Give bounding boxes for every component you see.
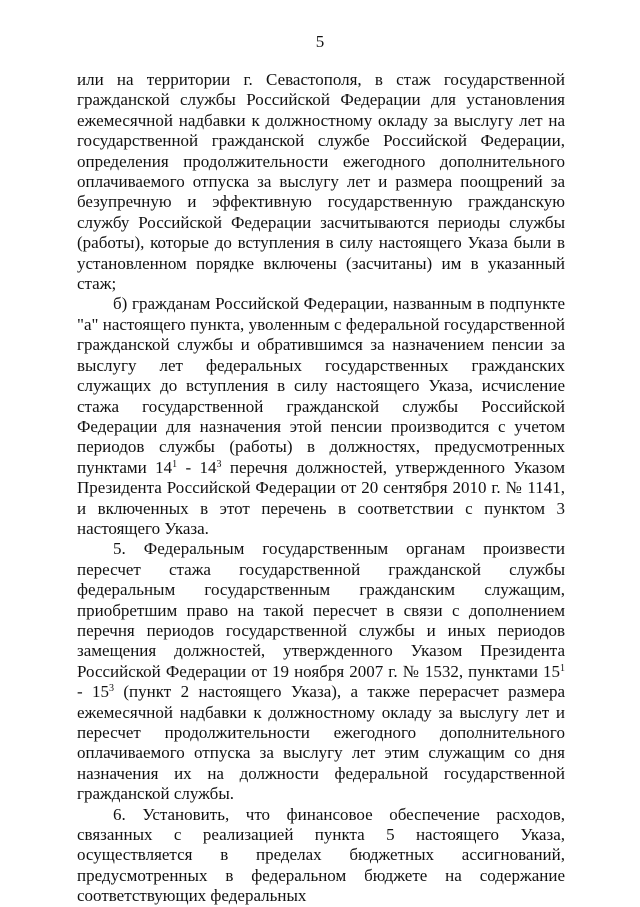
paragraph-text: - 14 (177, 457, 217, 477)
superscript: 3 (216, 458, 222, 470)
superscript: 1 (560, 662, 565, 674)
paragraph-text: 5. Федеральным государственным органам произвести пересчет стажа государственной гражданской службы федеральным государственным гражданским служащим, приобретшим право на такой пересчет в связи с дополнением перечня периодов государственной службы и иных периодов замещения должностей, утвержденного Указом Президента Российской Федерации от 19 ноября 2007 г. № 1532, пунктами 15 (77, 539, 565, 681)
paragraph-item-6: 6. Установить, что финансовое обеспечение расходов, связанных с реализацией пункта 5 настоящего Указа, осуществляется в пределах бюджетных ассигнований, предусмотренных в федеральном бюджете на содержание соответствующих федеральных (77, 804, 565, 906)
document-body (77, 70, 565, 907)
paragraph-text: (пункт 2 настоящего Указа), а также перерасчет размера ежемесячной надбавки к должностному окладу за выслугу лет и пересчет продолжительности ежегодного дополнительного оплачиваемого отпуска за выслугу лет этим служащим со дня назначения их на должности федеральной государственной гражданской службы. (77, 682, 565, 804)
paragraph-continuation: или на территории г. Севастополя, в стаж государственной гражданской службы Российской Федерации для установления ежемесячной надбавки к должностному окладу за выслугу лет на государственной гражданской службе Российской Федерации, определения продолжительности ежегодного дополнительного оплачиваемого отпуска за выслугу лет и размера поощрений за безупречную и эффективную государственную гражданскую службу Российской Федерации засчитываются периоды службы (работы), которые до вступления в силу настоящего Указа были в установленном порядке включены (засчитаны) им в указанный стаж; (77, 70, 565, 294)
paragraph-text: - 15 (77, 682, 110, 702)
paragraph-item-5 (77, 539, 565, 804)
page-number: 5 (315, 32, 325, 51)
paragraph-text: перечня должностей, утвержденного Указом Президента Российской Федерации от 20 сентября 2010 г. № 1141, и включенных в этот перечень в соответствии с пунктом 3 настоящего Указа. (77, 457, 565, 538)
paragraph-subitem-b (77, 294, 565, 539)
paragraph-text: б) гражданам Российской Федерации, названным в подпункте "а" настоящего пункта, уволенным с федеральной государственной гражданской службы и обратившимся за назначением пенсии за выслугу лет федеральных государственных гражданских служащих до вступления в силу настоящего Указа, исчисление стажа государственной гражданской службы Российской Федерации для назначения этой пенсии производится с учетом периодов службы (работы) в должностях, предусмотренных пунктами 14 (77, 294, 565, 477)
superscript: 1 (172, 458, 178, 470)
superscript: 3 (109, 683, 115, 695)
